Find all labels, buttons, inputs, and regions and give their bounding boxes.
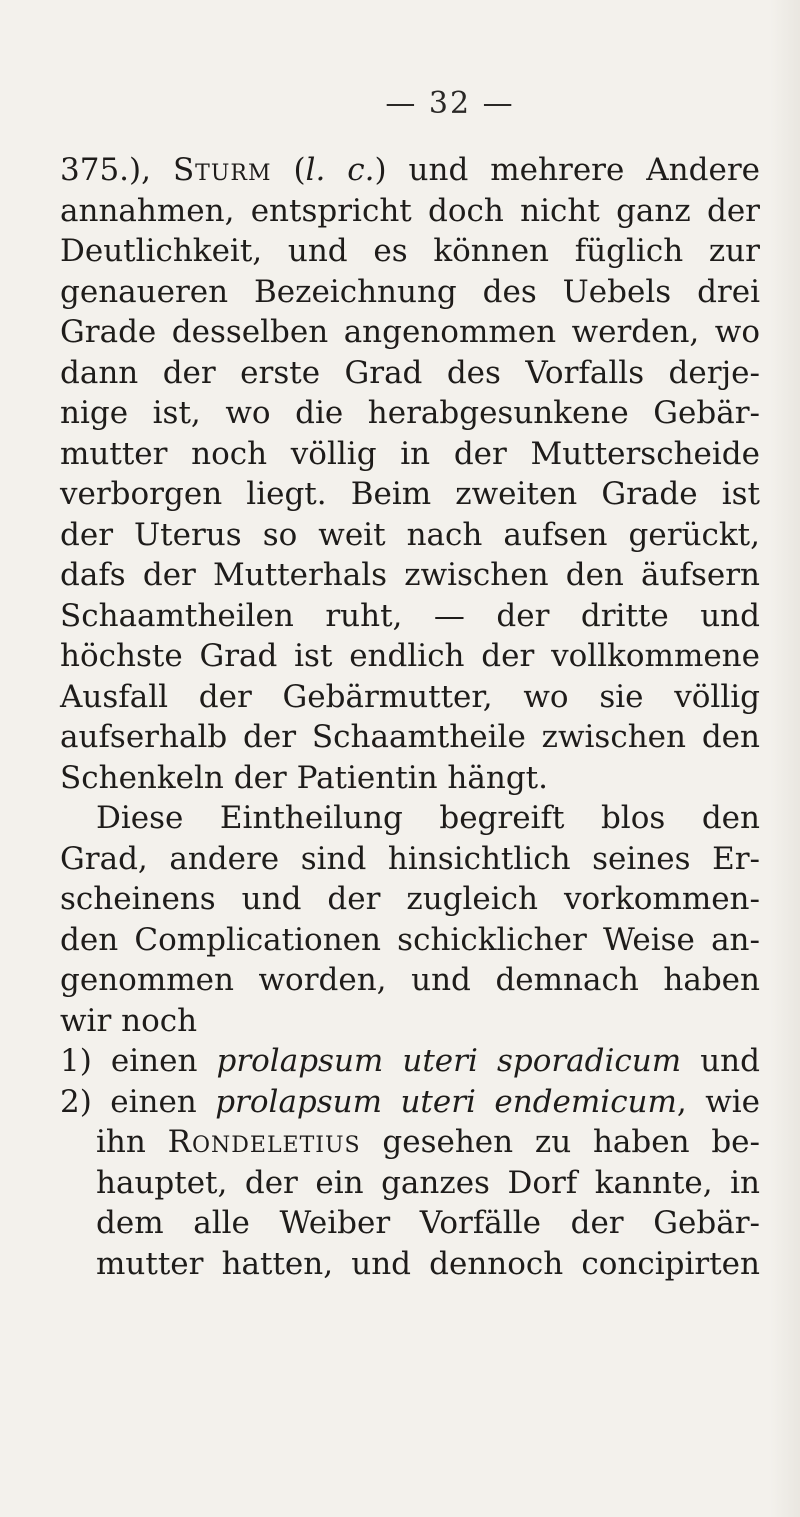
text-line — [60, 717, 760, 758]
text-segment: annahmen, entspricht doch nicht ganz der — [60, 192, 760, 229]
text-line — [60, 960, 760, 1001]
text-segment: Deutlichkeit, und es können füglich zur — [60, 233, 760, 269]
text-line — [60, 1041, 760, 1082]
text-line — [60, 1001, 760, 1042]
text-line — [60, 353, 760, 394]
text-segment: der Uterus so weit nach aufsen gerückt, — [60, 516, 760, 553]
text-line — [60, 839, 760, 880]
text-segment: aufserhalb der Schaamtheile zwischen den — [60, 719, 760, 755]
text-line — [60, 393, 760, 434]
text-line — [60, 150, 760, 191]
text-line — [60, 1163, 760, 1204]
text-segment: ihn — [96, 1124, 168, 1160]
page-edge-shade — [770, 0, 800, 1517]
text-line — [60, 272, 760, 313]
text-segment: höchste Grad ist endlich der vollkommene — [60, 638, 760, 674]
text-segment: verborgen liegt. Beim zweiten Grade ist — [60, 476, 760, 512]
text-segment: Schenkeln der Patientin hängt. — [60, 759, 548, 796]
text-segment: ) und mehrere Andere — [374, 152, 760, 188]
text-line — [60, 920, 760, 961]
text-segment: Diese Eintheilung begreift blos den — [96, 800, 760, 836]
text-line — [60, 798, 760, 839]
text-segment: , wie — [676, 1083, 760, 1120]
text-segment: dafs der Mutterhals zwischen den äufsern — [60, 557, 760, 593]
text-line — [60, 312, 760, 353]
text-segment: Schaamtheilen ruht, — der dritte und — [60, 597, 760, 634]
text-segment: dem alle Weiber Vorfälle der Gebär- — [96, 1205, 760, 1241]
text-line — [60, 1122, 760, 1163]
body-text — [60, 150, 760, 1284]
text-segment: prolapsum uteri endemicum — [215, 1083, 677, 1120]
text-segment: scheinens und der zugleich vorkommen- — [60, 881, 760, 917]
text-line — [60, 677, 760, 718]
text-line — [60, 515, 760, 556]
text-segment: 375.), — [60, 152, 173, 188]
text-segment: Sturm — [172, 152, 272, 188]
text-line — [60, 474, 760, 515]
text-segment: prolapsum uteri sporadicum — [216, 1043, 682, 1079]
text-line — [60, 231, 760, 272]
text-line — [60, 879, 760, 920]
text-line — [60, 636, 760, 677]
text-segment: wir noch — [60, 1002, 198, 1039]
text-line — [60, 1082, 760, 1123]
text-line — [60, 555, 760, 596]
text-segment: l. c. — [305, 152, 375, 188]
text-segment: hauptet, der ein ganzes Dorf kannte, in — [96, 1164, 760, 1201]
text-line — [60, 1244, 760, 1285]
text-segment: genommen worden, und demnach haben — [60, 962, 760, 998]
text-segment: genaueren Bezeichnung des Uebels drei — [60, 273, 760, 310]
text-segment: den Complicationen schicklicher Weise an- — [60, 921, 760, 958]
text-line — [60, 434, 760, 475]
text-segment: Grade desselben angenommen werden, wo — [60, 314, 760, 350]
text-segment: Rondeletius — [167, 1124, 361, 1160]
text-line — [60, 191, 760, 232]
text-segment: 1) einen — [60, 1043, 217, 1079]
text-line — [60, 1203, 760, 1244]
text-segment: nige ist, wo die herabgesunkene Gebär- — [60, 395, 760, 431]
text-segment: und — [681, 1043, 760, 1079]
text-segment: ( — [271, 152, 306, 188]
page-number: — 32 — — [385, 86, 515, 121]
text-segment: 2) einen — [60, 1083, 216, 1120]
text-line — [60, 596, 760, 637]
text-segment: mutter hatten, und dennoch concipirten — [96, 1245, 760, 1282]
text-segment: gesehen zu haben be- — [360, 1124, 760, 1160]
text-line — [60, 758, 760, 799]
text-segment: Ausfall der Gebärmutter, wo sie völlig — [60, 678, 760, 715]
text-segment: dann der erste Grad des Vorfalls derje- — [60, 354, 760, 391]
text-segment: mutter noch völlig in der Mutterscheide — [60, 435, 760, 472]
text-segment: Grad, andere sind hinsichtlich seines Er- — [60, 840, 760, 877]
